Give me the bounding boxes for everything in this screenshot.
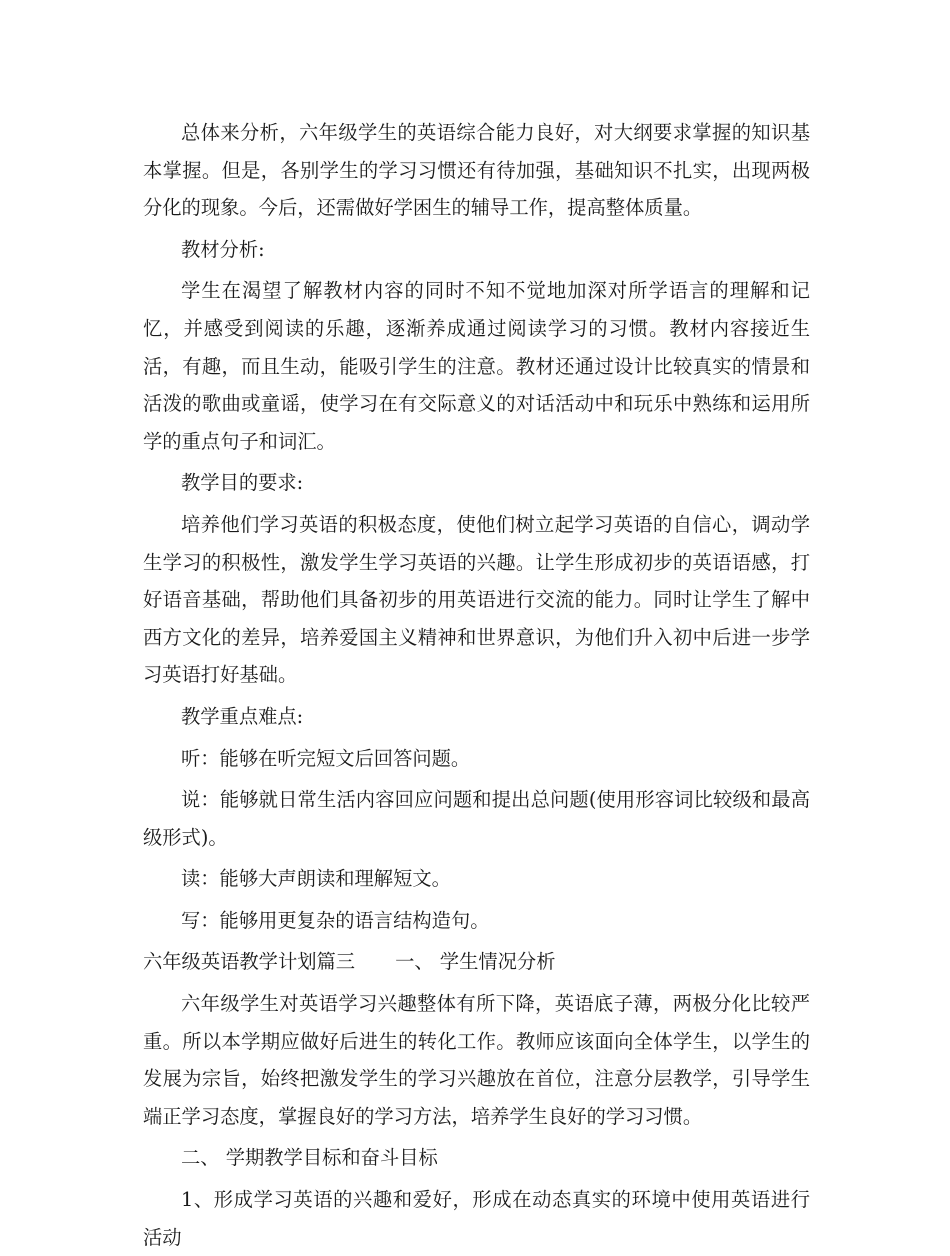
section-title: 六年级英语教学计划篇三 [143,950,356,974]
paragraph-listening: 听：能够在听完短文后回答问题。 [181,746,471,770]
paragraph-student-analysis: 六年级学生对英语学习兴趣整体有所下降，英语底子薄，两极分化比较严重。所以本学期应做好后进生的转化工作。教师应该面向全体学生，以学生的发展为宗旨，始终把激发学生的学习兴趣放在首位，注意分层教学，引导学生端正学习态度，掌握良好的学习方法，培养学生良好的学习习惯。 [143,992,810,1128]
heading-teaching-goals: 教学目的要求: [181,471,304,495]
heading-textbook-analysis: 教材分析: [181,237,265,261]
paragraph-overall-analysis: 总体来分析，六年级学生的英语综合能力良好，对大纲要求掌握的知识基本掌握。但是，各别学生的学习习惯还有待加强，基础知识不扎实，出现两极分化的现象。今后，还需做好学困生的辅导工作，提高整体质量。 [143,121,810,220]
paragraph-goal-1: 1、形成学习英语的兴趣和爱好，形成在动态真实的环境中使用英语进行活动 [143,1188,810,1249]
paragraph-reading: 读：能够大声朗读和理解短文。 [181,867,451,891]
paragraph-writing: 写：能够用更复杂的语言结构造句。 [181,908,490,932]
paragraph-speaking: 说：能够就日常生活内容回应问题和提出总问题(使用形容词比较级和最高级形式)。 [143,788,810,849]
section-subtitle: 一、 学生情况分析 [395,950,556,974]
heading-semester-goals: 二、 学期教学目标和奋斗目标 [181,1146,438,1170]
heading-key-difficulties: 教学重点难点: [181,704,304,728]
paragraph-textbook-analysis: 学生在渴望了解教材内容的同时不知不觉地加深对所学语言的理解和记忆，并感受到阅读的乐趣，逐渐养成通过阅读学习的习惯。教材内容接近生活，有趣，而且生动，能吸引学生的注意。教材还通过设计比较真实的情景和活泼的歌曲或童谣，使学习在有交际意义的对话活动中和玩乐中熟练和运用所学的重点句子和词汇。 [143,279,810,453]
section-heading [0,943,950,981]
paragraph-teaching-goals: 培养他们学习英语的积极态度，使他们树立起学习英语的自信心，调动学生学习的积极性，激发学生学习英语的兴趣。让学生形成初步的英语语感，打好语音基础，帮助他们具备初步的用英语进行交流的能力。同时让学生了解中西方文化的差异，培养爱国主义精神和世界意识，为他们升入初中后进一步学习英语打好基础。 [143,512,810,687]
